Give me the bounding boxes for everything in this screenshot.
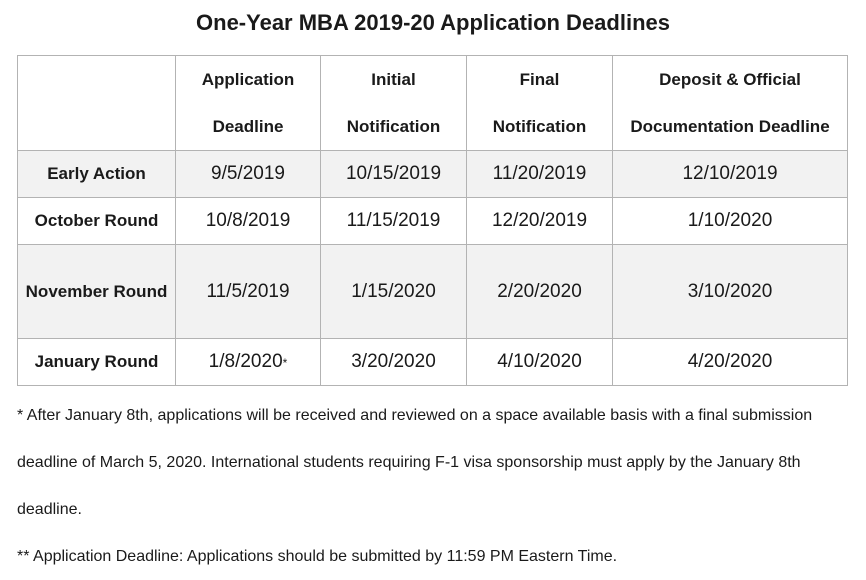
footnote-2: ** Application Deadline: Applications should be submitted by 11:59 PM Eastern Time. — [17, 548, 618, 565]
table-row — [18, 245, 848, 339]
header-deposit-deadline: Deposit & Official Documentation Deadline — [613, 56, 848, 151]
footnote-marker: * — [282, 356, 288, 370]
initial-notification-cell: 1/15/2020 — [321, 245, 467, 339]
table-header-row — [18, 56, 848, 151]
round-label: November Round — [18, 245, 176, 339]
footnotes — [17, 392, 857, 580]
footnote-1: * After January 8th, applications will be received and reviewed on a space available basis with a final submission deadline of March 5, 2020. International students requiring F-1 visa sponsorship must apply by the January 8th deadline. — [17, 407, 813, 518]
final-notification-cell: 11/20/2019 — [467, 151, 613, 198]
final-notification-cell: 12/20/2019 — [467, 198, 613, 245]
header-application-deadline: Application Deadline — [176, 56, 321, 151]
round-label: October Round — [18, 198, 176, 245]
final-notification-cell: 2/20/2020 — [467, 245, 613, 339]
application-deadline-cell: 10/8/2019 — [176, 198, 321, 245]
table-row — [18, 198, 848, 245]
initial-notification-cell: 10/15/2019 — [321, 151, 467, 198]
round-label: Early Action — [18, 151, 176, 198]
round-label: January Round — [18, 339, 176, 386]
deadlines-table — [17, 55, 848, 386]
deposit-deadline-cell: 12/10/2019 — [613, 151, 848, 198]
application-date: 1/8/2020 — [208, 351, 283, 372]
header-initial-notification: Initial Notification — [321, 56, 467, 151]
final-notification-cell: 4/10/2020 — [467, 339, 613, 386]
application-deadline-cell: 9/5/2019 — [176, 151, 321, 198]
initial-notification-cell: 3/20/2020 — [321, 339, 467, 386]
page-title: One-Year MBA 2019-20 Application Deadlines — [196, 10, 670, 35]
application-deadline-cell — [176, 339, 321, 386]
header-final-notification: Final Notification — [467, 56, 613, 151]
initial-notification-cell: 11/15/2019 — [321, 198, 467, 245]
header-empty — [18, 56, 176, 151]
deposit-deadline-cell: 1/10/2020 — [613, 198, 848, 245]
deposit-deadline-cell: 4/20/2020 — [613, 339, 848, 386]
table-row — [18, 151, 848, 198]
application-deadline-cell: 11/5/2019 — [176, 245, 321, 339]
table-row — [18, 339, 848, 386]
deposit-deadline-cell: 3/10/2020 — [613, 245, 848, 339]
